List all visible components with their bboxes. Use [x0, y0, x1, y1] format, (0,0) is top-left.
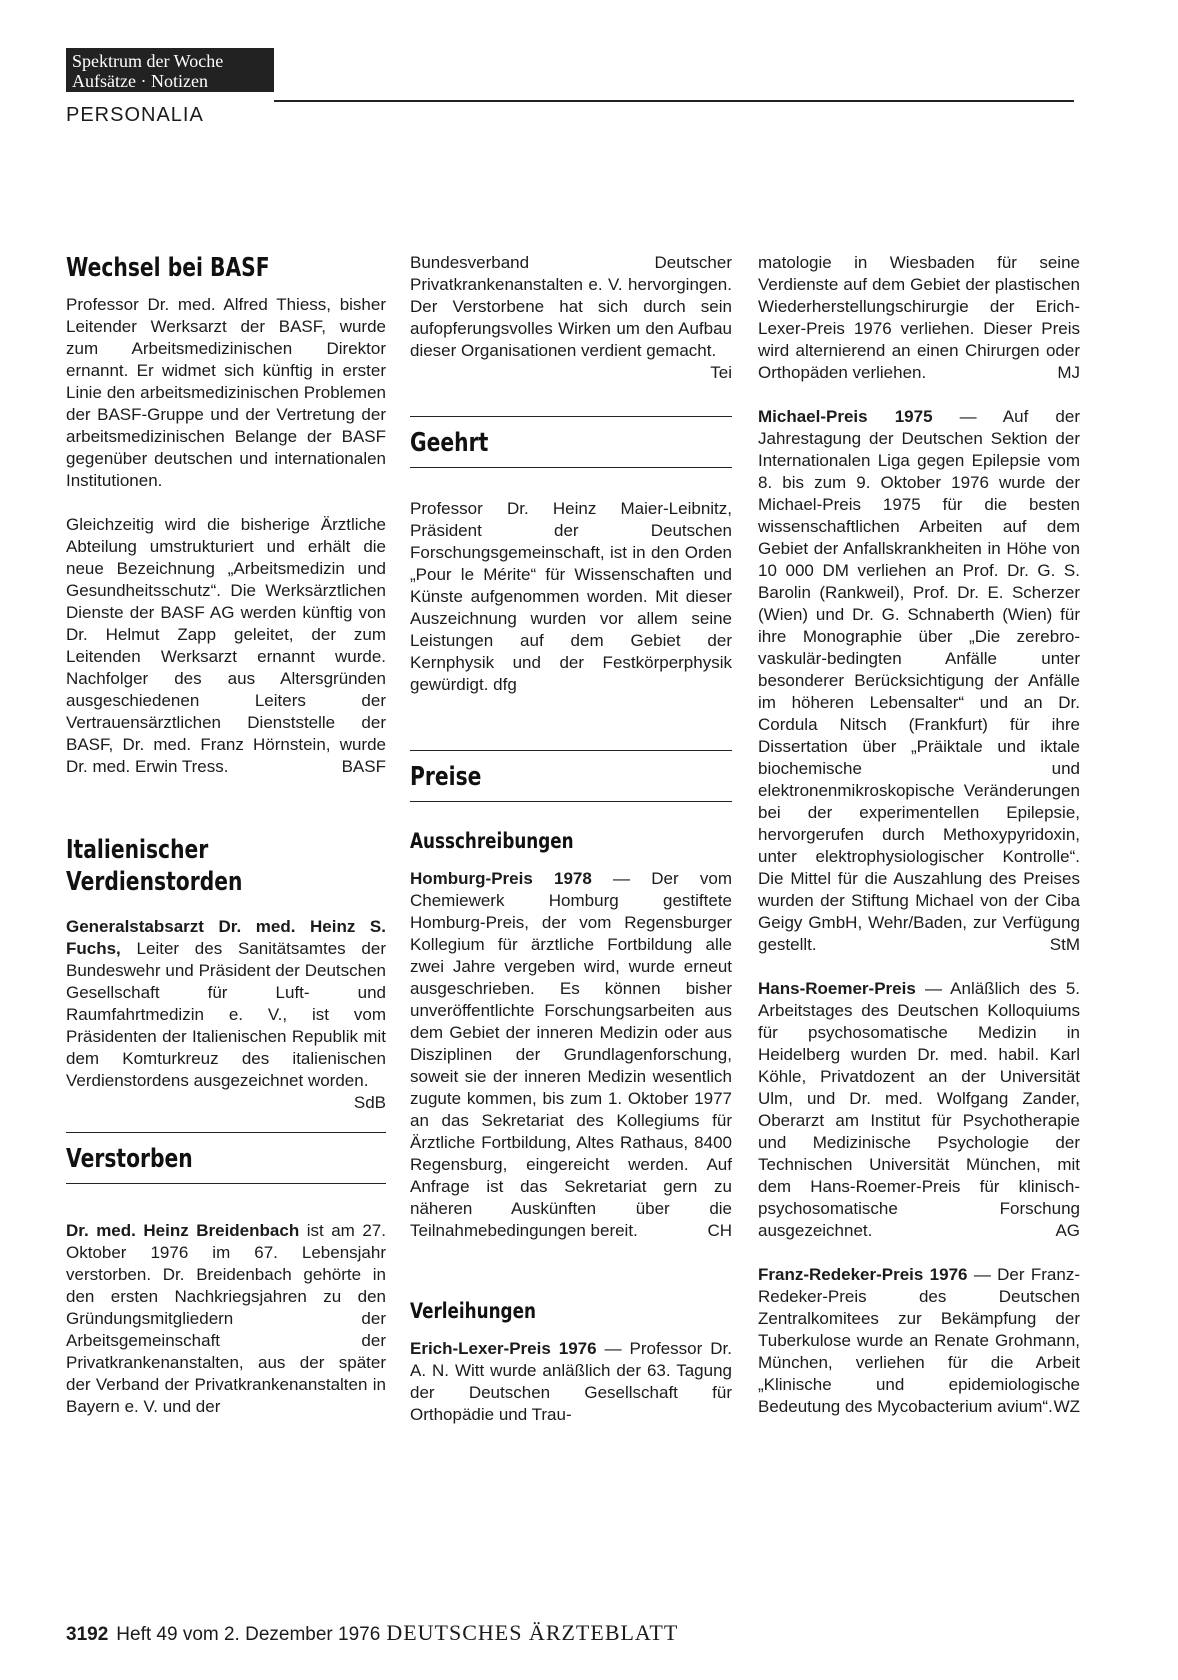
geehrt-text: Professor Dr. Heinz Maier-Leibnitz, Präsident der Deutschen Forschungsgemeinschaft, ist in den Orden „Pour le Mérite“ für Wissenschaften und Künste aufgenommen worden. Mit dieser Auszeichnung wurden vor allem seine Leistungen auf dem Gebiet der Kernphysik und der Festkörperphysik gewürdigt.: [410, 499, 732, 694]
lexer-paragraph: [410, 1338, 732, 1426]
publication-name: DEUTSCHES ÄRZTEBLATT: [386, 1620, 679, 1645]
michael-signature: StM: [1049, 935, 1080, 954]
geehrt-signature: dfg: [493, 675, 517, 694]
homburg-signature: CH: [707, 1221, 732, 1240]
section-label: PERSONALIA: [66, 104, 204, 126]
geehrt-paragraph: [410, 498, 732, 696]
basf-paragraph-2-text: Gleichzeitig wird die bisherige Ärztliche Abteilung umstrukturiert und erhält die neue Bezeichnung „Arbeitsmedizin und Gesundheitsschutz“. Die Werksärztlichen Dienste der BASF AG werden künftig von Dr. Helmut Zapp geleitet, der zum Leitenden Werksarzt ernannt wurde. Nachfolger des aus Altersgründen ausgeschiedenen Leiters der Vertrauensärztlichen Dienststelle der BASF, Dr. med. Franz Hörnstein, wurde Dr. med. Erwin Tress.: [66, 515, 386, 776]
basf-signature: BASF: [341, 757, 386, 776]
redeker-lead: Franz-Redeker-Preis 1976: [758, 1265, 968, 1284]
redeker-signature: WZ: [1053, 1397, 1080, 1416]
heading-basf: Wechsel bei BASF: [66, 253, 270, 283]
heading-verstorben: Verstorben: [66, 1144, 193, 1174]
ital-paragraph: [66, 916, 386, 1112]
verstorben-paragraph: [66, 1220, 386, 1418]
verstorben-lead: Dr. med. Heinz Breidenbach: [66, 1221, 300, 1240]
heading-preise: Preise: [410, 762, 482, 792]
heading-ital-1: Italienischer: [66, 835, 209, 865]
page-footer: [66, 1620, 678, 1646]
heading-verleihungen: Verleihungen: [410, 1299, 536, 1323]
masthead: [66, 48, 274, 92]
verstorben-signature: Tei: [710, 363, 732, 382]
roemer-lead: Hans-Roemer-Preis: [758, 979, 916, 998]
masthead-line-2: Aufsätze · Notizen: [72, 71, 208, 91]
ital-signature: SdB: [353, 1093, 386, 1112]
page-number: 3192: [66, 1624, 109, 1645]
column-3: [758, 252, 1080, 1418]
roemer-text: — Anläßlich des 5. Arbeitstages des Deutschen Kolloquiums für psychosomatische Medizin in Heidelberg wurden Dr. med. habil. Karl Köhle, Privatdozent an der Universität Ulm, und Dr. med. Wolfgang Zander, Oberarzt am Institut für Psychotherapie und Medizinische Psychologie der Technischen Universität München, mit dem Hans-Roemer-Preis für klinisch-psychosomatische Forschung ausgezeichnet.: [758, 979, 1080, 1240]
homburg-text: — Der vom Chemiewerk Homburg gestiftete Homburg-Preis, der vom Regensburger Kollegium für ärztliche Fortbildung alle zwei Jahre vergeben wird, wurde erneut ausgeschrieben. Es können bisher unveröffentlichte Forschungsarbeiten aus dem Gebiet der inneren Medizin oder aus Disziplinen der Grundlagenforschung, soweit sie der inneren Medizin wesentlich zugute kommen, bis zum 1. Oktober 1977 an das Sekretariat des Kollegiums für Ärztliche Fortbildung, Altes Rathaus, 8400 Regensburg, eingereicht werden. Auf Anfrage ist das Sekretariat gern zu näheren Auskünften über die Teilnahmebedingungen bereit.: [410, 869, 732, 1240]
verstorben-continued-text: Bundesverband Deutscher Privatkrankenanstalten e. V. hervorgingen. Der Verstorbene hat sich durch sein aufopferungsvolles Wirken um den Aufbau dieser Organisationen verdient gemacht.: [410, 253, 732, 360]
redeker-text: — Der Franz-Redeker-Preis des Deutschen Zentralkomitees zur Bekämpfung der Tuberkulose wurde an Renate Grohmann, München, verliehen für die Arbeit „Klinische und epidemiologische Bedeutung des Mycobacterium avium“.: [758, 1265, 1080, 1416]
heading-geehrt: Geehrt: [410, 428, 489, 458]
masthead-line-1: Spektrum der Woche: [72, 51, 224, 71]
basf-paragraph-2: [66, 514, 386, 778]
column-2: [410, 252, 732, 1426]
ital-text: Leiter des Sanitätsamtes der Bundeswehr und Präsident der Deutschen Gesellschaft für Luft- und Raumfahrtmedizin e. V., ist vom Präsidenten der Italienischen Republik mit dem Komturkreuz des italienischen Verdienstordens ausgezeichnet worden.: [66, 939, 386, 1090]
verstorben-text: ist am 27. Oktober 1976 im 67. Lebensjahr verstorben. Dr. Breidenbach gehörte in den ersten Nachkriegsjahren zu den Gründungsmitgliedern der Arbeitsgemeinschaft der Privatkrankenanstalten, aus der später der Verband der Privatkrankenanstalten in Bayern e. V. und der: [66, 1221, 386, 1416]
lexer-lead: Erich-Lexer-Preis 1976: [410, 1339, 597, 1358]
homburg-paragraph: [410, 868, 732, 1242]
issue-info: Heft 49 vom 2. Dezember 1976: [116, 1624, 381, 1645]
lexer-continued-text: matologie in Wiesbaden für seine Verdienste auf dem Gebiet der plastischen Wiederherstellungschirurgie der Erich-Lexer-Preis 1976 verliehen. Dieser Preis wird alternierend an einen Chirurgen oder Orthopäden verliehen.: [758, 253, 1080, 382]
heading-ausschreibungen: Ausschreibungen: [410, 829, 574, 853]
roemer-signature: AG: [1055, 1221, 1080, 1240]
michael-paragraph: [758, 406, 1080, 956]
roemer-paragraph: [758, 978, 1080, 1242]
basf-paragraph-1: Professor Dr. med. Alfred Thiess, bisher Leitender Werksarzt der BASF, wurde zum Arbeitsmedizinischen Direktor ernannt. Er widmet sich künftig in erster Linie den arbeitsmedizinischen Problemen der BASF-Gruppe und der Vertretung der arbeitsmedizinischen Belange der BASF gegenüber deutschen und internationalen Institutionen.: [66, 295, 386, 490]
michael-lead: Michael-Preis 1975: [758, 407, 933, 426]
column-1: [66, 252, 386, 1418]
lexer-continued: [758, 252, 1080, 384]
homburg-lead: Homburg-Preis 1978: [410, 869, 592, 888]
lexer-signature: MJ: [1057, 363, 1080, 382]
header-rule: [274, 100, 1074, 102]
verstorben-continued: [410, 252, 732, 382]
ital-lead: Generalstabsarzt Dr. med. Heinz S. Fuchs,: [66, 917, 386, 958]
michael-text: — Auf der Jahrestagung der Deutschen Sektion der Internationalen Liga gegen Epilepsie vom 8. bis zum 9. Oktober 1976 wurde der Michael-Preis 1975 für die besten wissenschaftlichen Arbeiten auf dem Gebiet der Anfallskrankheiten in Höhe von 10 000 DM verliehen an Prof. Dr. G. S. Barolin (Rankweil), Prof. Dr. E. Scherzer (Wien) und Dr. G. Schnaberth (Wien) für ihre Monographie über „Die zerebro-vaskulär-bedingten Anfälle unter besonderer Berücksichtigung der Anfälle im höheren Lebensalter“ und an Dr. Cordula Nitsch (Frankfurt) für ihre Dissertation über „Präiktale und iktale biochemische und elektronenmikroskopische Veränderungen bei der experimentellen Epilepsie, hervorgerufen durch Methoxypyridoxin, unter elektrophysiologischer Kontrolle“. Die Mittel für die Auszahlung des Preises wurden der Stiftung Michael von der Ciba Geigy GmbH, Wehr/Baden, zur Verfügung gestellt.: [758, 407, 1080, 954]
lexer-text: — Professor Dr. A. N. Witt wurde anläßlich der 63. Tagung der Deutschen Gesellschaft für Orthopädie und Trau-: [410, 1339, 732, 1424]
heading-ital-2: Verdienstorden: [66, 867, 243, 897]
redeker-paragraph: [758, 1264, 1080, 1418]
